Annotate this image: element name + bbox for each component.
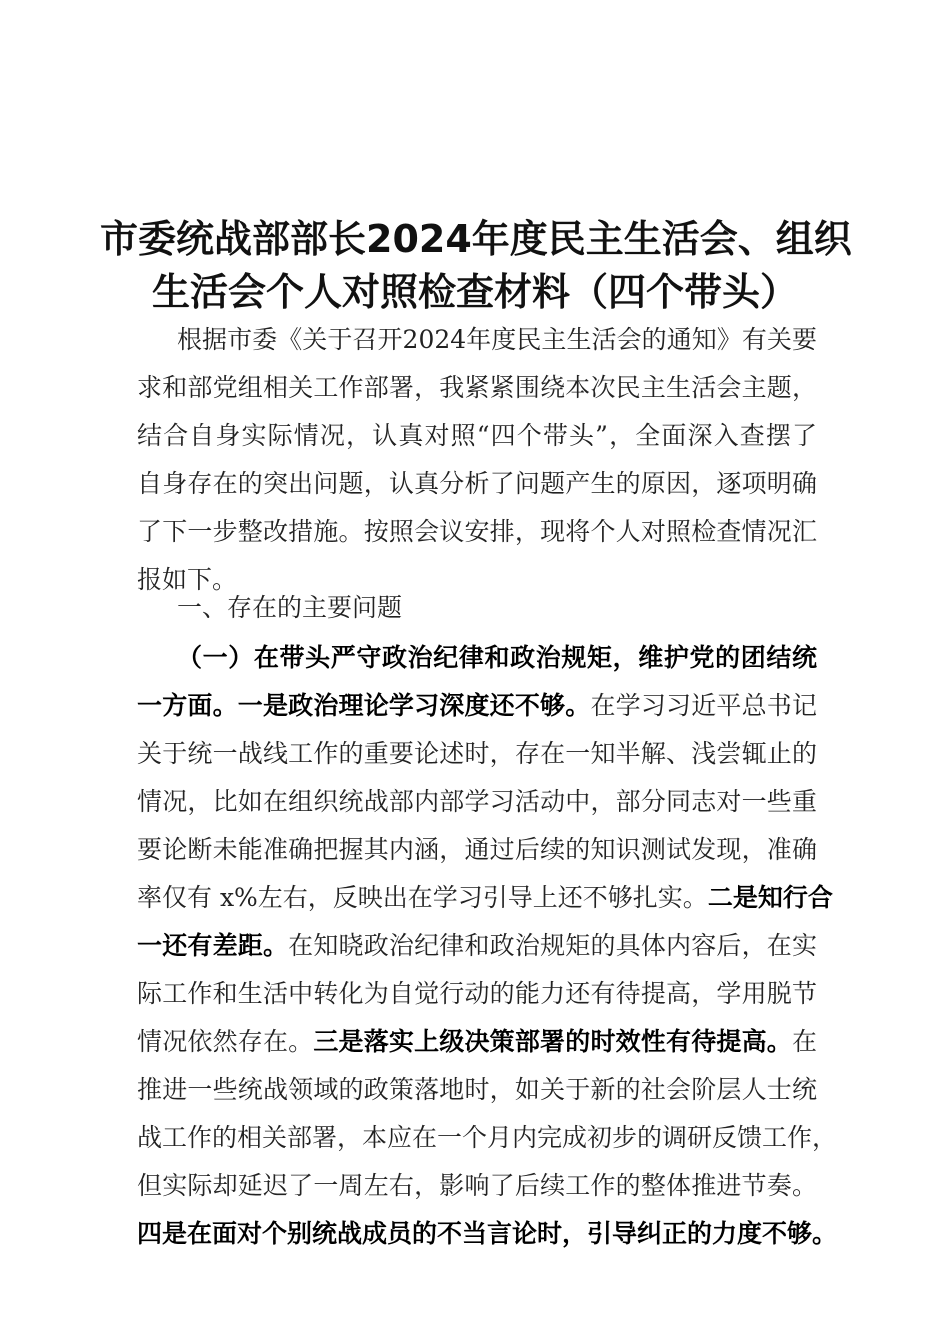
bold-phrase: 三是落实上级决策部署的时效性有待提高。 — [313, 1027, 792, 1056]
body-line: 推进一些统战领域的政策落地时，如关于新的社会阶层人士统 — [137, 1075, 817, 1104]
bold-phrase: 二是知行合 — [707, 883, 833, 912]
intro-line: 根据市委《关于召开2024年度民主生活会的通知》有关要 — [177, 325, 817, 354]
bold-phrase: 一还有差距。 — [137, 931, 289, 960]
document-title-line-1: 市委统战部部长2024年度民主生活会、组织 — [100, 217, 852, 261]
bold-phrase: 一方面。一是政治理论学习深度还不够。 — [137, 691, 591, 720]
body-line: 际工作和生活中转化为自觉行动的能力还有待提高，学用脱节 — [137, 979, 817, 1008]
body-line: 情况，比如在组织统战部内部学习活动中，部分同志对一些重 — [137, 787, 817, 816]
body-line: 但实际却延迟了一周左右，影响了后续工作的整体推进节奏。 — [137, 1171, 817, 1200]
body-line — [137, 922, 817, 970]
body-text: 情况依然存在。 — [137, 1027, 314, 1056]
body-line — [137, 682, 817, 730]
intro-line: 结合自身实际情况，认真对照“四个带头”，全面深入查摆了 — [137, 421, 817, 450]
body-line: 关于统一战线工作的重要论述时，存在一知半解、浅尝辄止的 — [137, 739, 817, 768]
body-line: 要论断未能准确把握其内涵，通过后续的知识测试发现，准确 — [137, 835, 817, 864]
body-line — [137, 1018, 817, 1066]
body-text: 率仅有 x%左右，反映出在学习引导上还不够扎实。 — [137, 883, 708, 912]
body-text: 在 — [791, 1027, 817, 1056]
body-line: 战工作的相关部署，本应在一个月内完成初步的调研反馈工作， — [137, 1123, 838, 1152]
body-text: 在学习习近平总书记 — [590, 691, 817, 720]
intro-line: 报如下。 — [137, 565, 238, 594]
subsection-heading: （一）在带头严守政治纪律和政治规矩，维护党的团结统 — [177, 643, 817, 672]
document-title-line-2: 生活会个人对照检查材料（四个带头） — [151, 270, 798, 314]
intro-line: 了下一步整改措施。按照会议安排，现将个人对照检查情况汇 — [137, 517, 817, 546]
intro-line: 求和部党组相关工作部署，我紧紧围绕本次民主生活会主题， — [137, 373, 817, 402]
bold-phrase: 四是在面对个别统战成员的不当言论时，引导纠正的力度不够。 — [137, 1219, 838, 1248]
intro-line: 自身存在的突出问题，认真分析了问题产生的原因，逐项明确 — [137, 469, 817, 498]
body-line — [137, 874, 833, 922]
body-text: 在知晓政治纪律和政治规矩的具体内容后，在实 — [288, 931, 817, 960]
section-heading: 一、存在的主要问题 — [177, 593, 403, 622]
